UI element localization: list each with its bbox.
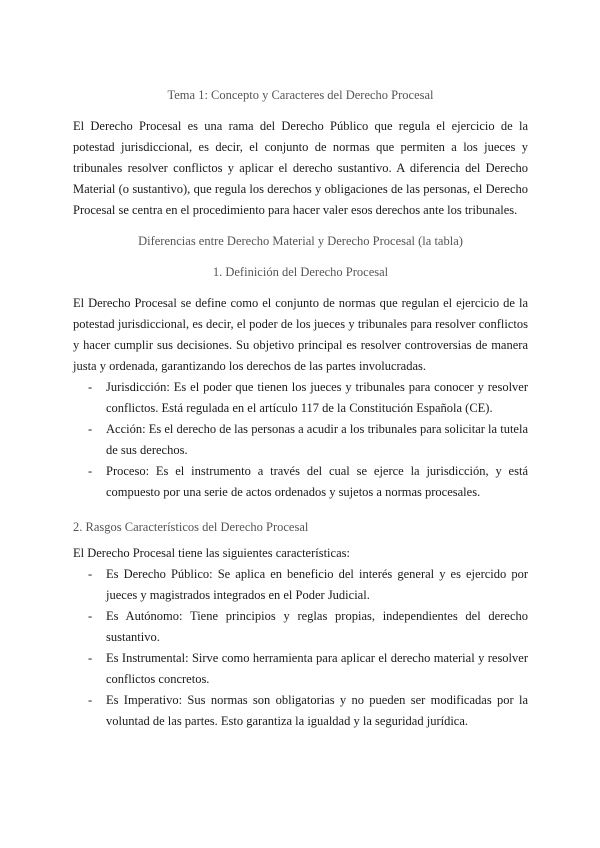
list-item: - Proceso: Es el instrumento a través del cual se ejerce la jurisdicción, y está compuesto por una serie de actos ordenados y sujetos a normas procesales. [73,461,528,503]
list-item: - Acción: Es el derecho de las personas a acudir a los tribunales para solicitar la tutela de sus derechos. [73,419,528,461]
section1-body: El Derecho Procesal se define como el conjunto de normas que regulan el ejercicio de la potestad jurisdiccional, es decir, el poder de los jueces y tribunales para resolver conflictos y hacer cumplir sus decisiones. Su objetivo principal es resolver controversias de manera justa y ordenada, garantizando los derechos de las partes involucradas. [73,296,528,373]
bullet-dash: - [88,693,93,707]
bullet-dash: - [88,380,93,394]
list-item: - Es Imperativo: Sus normas son obligatorias y no pueden ser modificadas por la voluntad de las partes. Esto garantiza la igualdad y la seguridad jurídica. [73,690,528,732]
section2-lead: El Derecho Procesal tiene las siguientes características: [73,546,350,560]
list-item: - Es Instrumental: Sirve como herramienta para aplicar el derecho material y resolver conflictos concretos. [73,648,528,690]
bullet-dash: - [88,422,93,436]
bullet-dash: - [88,464,93,478]
section2-list [73,564,528,732]
intro-paragraph: El Derecho Procesal es una rama del Derecho Público que regula el ejercicio de la potestad jurisdiccional, es decir, el conjunto de normas que permiten a los jueces y tribunales resolver conflictos y aplicar el derecho sustantivo. A diferencia del Derecho Material (o sustantivo), que regula los derechos y obligaciones de las personas, el Derecho Procesal se centra en el procedimiento para hacer valer esos derechos ante los tribunales. [73,119,528,217]
list-item: - Es Autónomo: Tiene principios y reglas propias, independientes del derecho sustantivo. [73,606,528,648]
list-item: - Es Derecho Público: Se aplica en beneficio del interés general y es ejercido por jueces y magistrados integrados en el Poder Judicial. [73,564,528,606]
section1-list [73,377,528,503]
table-subtitle: Diferencias entre Derecho Material y Derecho Procesal (la tabla) [138,234,463,248]
list-item: - Jurisdicción: Es el poder que tienen los jueces y tribunales para conocer y resolver conflictos. Está regulada en el artículo 117 de la Constitución Española (CE). [73,377,528,419]
section1-heading: 1. Definición del Derecho Procesal [212,265,389,279]
bullet-dash: - [88,609,93,623]
bullet-dash: - [88,567,93,581]
document-content [73,85,528,732]
document-title: Tema 1: Concepto y Caracteres del Derecho Procesal [167,88,434,102]
section2-heading: 2. Rasgos Característicos del Derecho Procesal [73,520,309,534]
bullet-dash: - [88,651,93,665]
